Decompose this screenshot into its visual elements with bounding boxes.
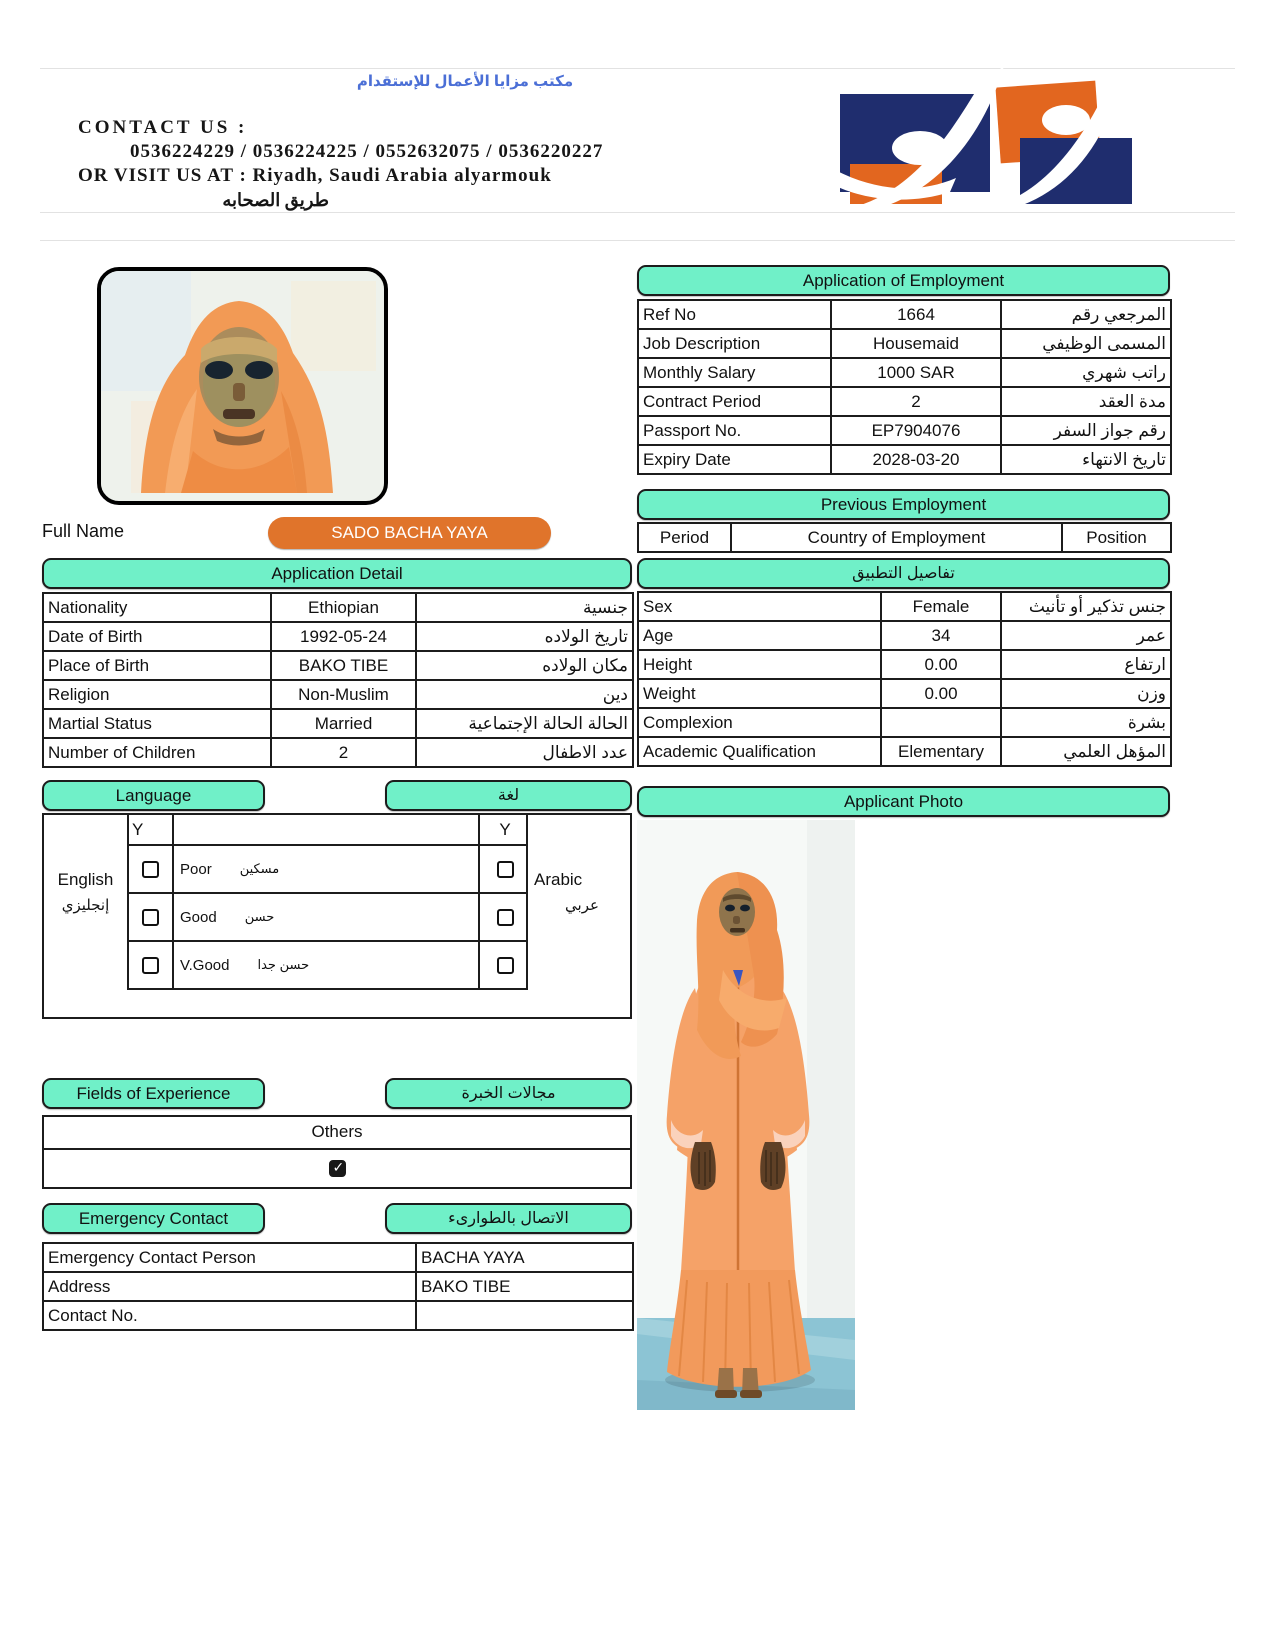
level-label-arabic: حسن جدا bbox=[257, 957, 310, 972]
detail-value: Female bbox=[881, 592, 1001, 621]
experience-item-row bbox=[44, 1150, 630, 1187]
table-row bbox=[43, 1243, 633, 1272]
previous-employment-table bbox=[637, 522, 1172, 553]
employment-label: Monthly Salary bbox=[638, 358, 831, 387]
level-good-cell bbox=[174, 894, 480, 940]
detail-label-arabic: جنس تذكير أو تأنيث bbox=[1001, 592, 1171, 621]
experience-item-label: Others bbox=[44, 1117, 630, 1150]
arabic-poor-cell bbox=[480, 846, 530, 892]
language-table bbox=[42, 813, 632, 1019]
detail-label-arabic: عدد الاطفال bbox=[416, 738, 633, 767]
detail-label: Weight bbox=[638, 679, 881, 708]
table-row bbox=[638, 523, 1171, 552]
employment-value: 1664 bbox=[831, 300, 1001, 329]
table-row bbox=[43, 738, 633, 767]
detail-label: Number of Children bbox=[43, 738, 271, 767]
table-row bbox=[638, 621, 1171, 650]
english-vgood-cell bbox=[129, 942, 174, 988]
detail-label-arabic: المؤهل العلمي bbox=[1001, 737, 1171, 766]
table-row bbox=[638, 708, 1171, 737]
employment-label: Contract Period bbox=[638, 387, 831, 416]
table-row bbox=[638, 592, 1171, 621]
detail-label: Place of Birth bbox=[43, 651, 271, 680]
english-poor-checkbox[interactable] bbox=[142, 861, 159, 878]
detail-label: Date of Birth bbox=[43, 622, 271, 651]
language-level-row-good bbox=[129, 894, 526, 942]
english-poor-cell bbox=[129, 846, 174, 892]
table-row bbox=[638, 416, 1171, 445]
employment-label-arabic: تاريخ الانتهاء bbox=[1001, 445, 1171, 474]
detail-value: 34 bbox=[881, 621, 1001, 650]
employment-label-arabic: رقم جواز السفر bbox=[1001, 416, 1171, 445]
detail-value bbox=[881, 708, 1001, 737]
employment-label: Job Description bbox=[638, 329, 831, 358]
language-grid-header-row bbox=[129, 815, 526, 846]
employment-label: Passport No. bbox=[638, 416, 831, 445]
detail-label-arabic: تاريخ الولاده bbox=[416, 622, 633, 651]
detail-value: BAKO TIBE bbox=[271, 651, 416, 680]
emergency-label: Emergency Contact Person bbox=[43, 1243, 416, 1272]
employment-label-arabic: المسمى الوظيفي bbox=[1001, 329, 1171, 358]
phone-numbers: 0536224229 / 0536224225 / 0552632075 / 0536220227 bbox=[130, 141, 604, 162]
employment-label: Expiry Date bbox=[638, 445, 831, 474]
detail-value: 0.00 bbox=[881, 679, 1001, 708]
others-checkbox[interactable] bbox=[329, 1160, 346, 1177]
detail-label: Complexion bbox=[638, 708, 881, 737]
language-level-row-vgood bbox=[129, 942, 526, 990]
table-row bbox=[638, 387, 1171, 416]
employment-label-arabic: مدة العقد bbox=[1001, 387, 1171, 416]
y-column-header-right bbox=[480, 815, 530, 844]
employment-value: 2028-03-20 bbox=[831, 445, 1001, 474]
table-row bbox=[638, 737, 1171, 766]
detail-label-arabic: جنسية bbox=[416, 593, 633, 622]
arabic-vgood-cell bbox=[480, 942, 530, 988]
employment-label: Ref No bbox=[638, 300, 831, 329]
full-name-label: Full Name bbox=[42, 521, 125, 541]
detail-label: Height bbox=[638, 650, 881, 679]
contact-block bbox=[78, 116, 603, 212]
table-row bbox=[43, 1301, 633, 1330]
detail-label: Martial Status bbox=[43, 709, 271, 738]
language-level-row-poor bbox=[129, 846, 526, 894]
fields-of-experience-header-arabic: مجالات الخبرة bbox=[385, 1078, 632, 1109]
emergency-value: BAKO TIBE bbox=[416, 1272, 633, 1301]
emergency-value bbox=[416, 1301, 633, 1330]
applicant-photo-header: Applicant Photo bbox=[637, 786, 1170, 817]
agency-title-arabic: مكتب مزايا الأعمال للإستقدام bbox=[356, 73, 574, 90]
detail-value: Non-Muslim bbox=[271, 680, 416, 709]
street-arabic: طريق الصحابه bbox=[222, 190, 329, 210]
header-divider-2 bbox=[40, 240, 1235, 241]
fields-of-experience-table bbox=[42, 1115, 632, 1189]
detail-value: Married bbox=[271, 709, 416, 738]
arabic-label: Arabic bbox=[534, 870, 583, 889]
employment-value: 2 bbox=[831, 387, 1001, 416]
emergency-contact-table bbox=[42, 1242, 634, 1331]
employment-value: Housemaid bbox=[831, 329, 1001, 358]
application-detail-header-arabic: تفاصيل التطبيق bbox=[637, 558, 1170, 589]
agency-logo bbox=[828, 68, 1140, 213]
detail-label-arabic: الحالة الحالة الإجتماعية bbox=[416, 709, 633, 738]
arabic-vgood-checkbox[interactable] bbox=[497, 957, 514, 974]
application-of-employment-table bbox=[637, 299, 1172, 475]
detail-label-arabic: عمر bbox=[1001, 621, 1171, 650]
language-grid bbox=[127, 815, 528, 990]
detail-label-arabic: مكان الولاده bbox=[416, 651, 633, 680]
emergency-label: Contact No. bbox=[43, 1301, 416, 1330]
application-detail-header: Application Detail bbox=[42, 558, 632, 589]
detail-label: Age bbox=[638, 621, 881, 650]
passport-photo bbox=[97, 267, 388, 505]
detail-label-arabic: وزن bbox=[1001, 679, 1171, 708]
language-row-english bbox=[44, 867, 127, 919]
english-good-cell bbox=[129, 894, 174, 940]
arabic-label-arabic: عربي bbox=[565, 897, 599, 914]
detail-label: Religion bbox=[43, 680, 271, 709]
detail-label: Academic Qualification bbox=[638, 737, 881, 766]
arabic-good-checkbox[interactable] bbox=[497, 909, 514, 926]
y-flag: Y bbox=[132, 819, 144, 839]
level-label: Poor bbox=[180, 860, 212, 878]
language-row-arabic bbox=[532, 867, 632, 919]
level-poor-cell bbox=[174, 846, 480, 892]
agency-logo-graphic bbox=[828, 68, 1140, 208]
english-vgood-checkbox[interactable] bbox=[142, 957, 159, 974]
visit-address-line: OR VISIT US AT : Riyadh, Saudi Arabia alyarmouk bbox=[78, 165, 552, 186]
table-row bbox=[638, 445, 1171, 474]
level-header-cell bbox=[174, 815, 480, 844]
applicant-photo-image bbox=[637, 820, 855, 1410]
previous-employment-col-position: Position bbox=[1062, 523, 1171, 552]
english-good-checkbox[interactable] bbox=[142, 909, 159, 926]
detail-label-arabic: بشرة bbox=[1001, 708, 1171, 737]
y-flag: Y bbox=[499, 819, 511, 839]
detail-label: Sex bbox=[638, 592, 881, 621]
previous-employment-header: Previous Employment bbox=[637, 489, 1170, 520]
table-row bbox=[638, 358, 1171, 387]
employment-value: 1000 SAR bbox=[831, 358, 1001, 387]
employment-value: EP7904076 bbox=[831, 416, 1001, 445]
table-row bbox=[638, 300, 1171, 329]
detail-label-arabic: ارتفاع bbox=[1001, 650, 1171, 679]
application-of-employment-header: Application of Employment bbox=[637, 265, 1170, 296]
detail-value: 1992-05-24 bbox=[271, 622, 416, 651]
table-row bbox=[43, 709, 633, 738]
y-column-header-left bbox=[129, 815, 174, 844]
emergency-value: BACHA YAYA bbox=[416, 1243, 633, 1272]
table-row bbox=[43, 680, 633, 709]
table-row bbox=[43, 593, 633, 622]
english-label-arabic: إنجليزي bbox=[61, 897, 110, 914]
arabic-good-cell bbox=[480, 894, 530, 940]
application-detail-table bbox=[42, 592, 634, 768]
level-label-arabic: حسن bbox=[244, 909, 275, 924]
fields-of-experience-header: Fields of Experience bbox=[42, 1078, 265, 1109]
level-vgood-cell bbox=[174, 942, 480, 988]
table-row bbox=[638, 679, 1171, 708]
employment-label-arabic: راتب شهري bbox=[1001, 358, 1171, 387]
language-header: Language bbox=[42, 780, 265, 811]
previous-employment-col-period: Period bbox=[638, 523, 731, 552]
table-row bbox=[638, 650, 1171, 679]
table-row bbox=[43, 1272, 633, 1301]
header-divider-1 bbox=[40, 212, 1235, 213]
level-label: V.Good bbox=[180, 956, 230, 974]
detail-label-arabic: دين bbox=[416, 680, 633, 709]
employment-label-arabic: المرجعي رقم bbox=[1001, 300, 1171, 329]
level-label-arabic: مسكين bbox=[239, 861, 280, 876]
contact-us-label: CONTACT US : bbox=[78, 117, 248, 138]
application-detail-right-table bbox=[637, 591, 1172, 767]
detail-label: Nationality bbox=[43, 593, 271, 622]
applicant-photo bbox=[637, 820, 855, 1410]
english-label: English bbox=[57, 870, 114, 889]
emergency-label: Address bbox=[43, 1272, 416, 1301]
table-row bbox=[43, 651, 633, 680]
detail-value: Ethiopian bbox=[271, 593, 416, 622]
passport-photo-image bbox=[101, 271, 376, 493]
arabic-poor-checkbox[interactable] bbox=[497, 861, 514, 878]
detail-value: Elementary bbox=[881, 737, 1001, 766]
level-label: Good bbox=[180, 908, 217, 926]
language-header-arabic: لغة bbox=[385, 780, 632, 811]
emergency-contact-header: Emergency Contact bbox=[42, 1203, 265, 1234]
previous-employment-col-country: Country of Employment bbox=[731, 523, 1062, 552]
detail-value: 2 bbox=[271, 738, 416, 767]
detail-value: 0.00 bbox=[881, 650, 1001, 679]
table-row bbox=[43, 622, 633, 651]
emergency-contact-header-arabic: الاتصال بالطوارىء bbox=[385, 1203, 632, 1234]
table-row bbox=[638, 329, 1171, 358]
full-name-value: SADO BACHA YAYA bbox=[268, 517, 551, 549]
